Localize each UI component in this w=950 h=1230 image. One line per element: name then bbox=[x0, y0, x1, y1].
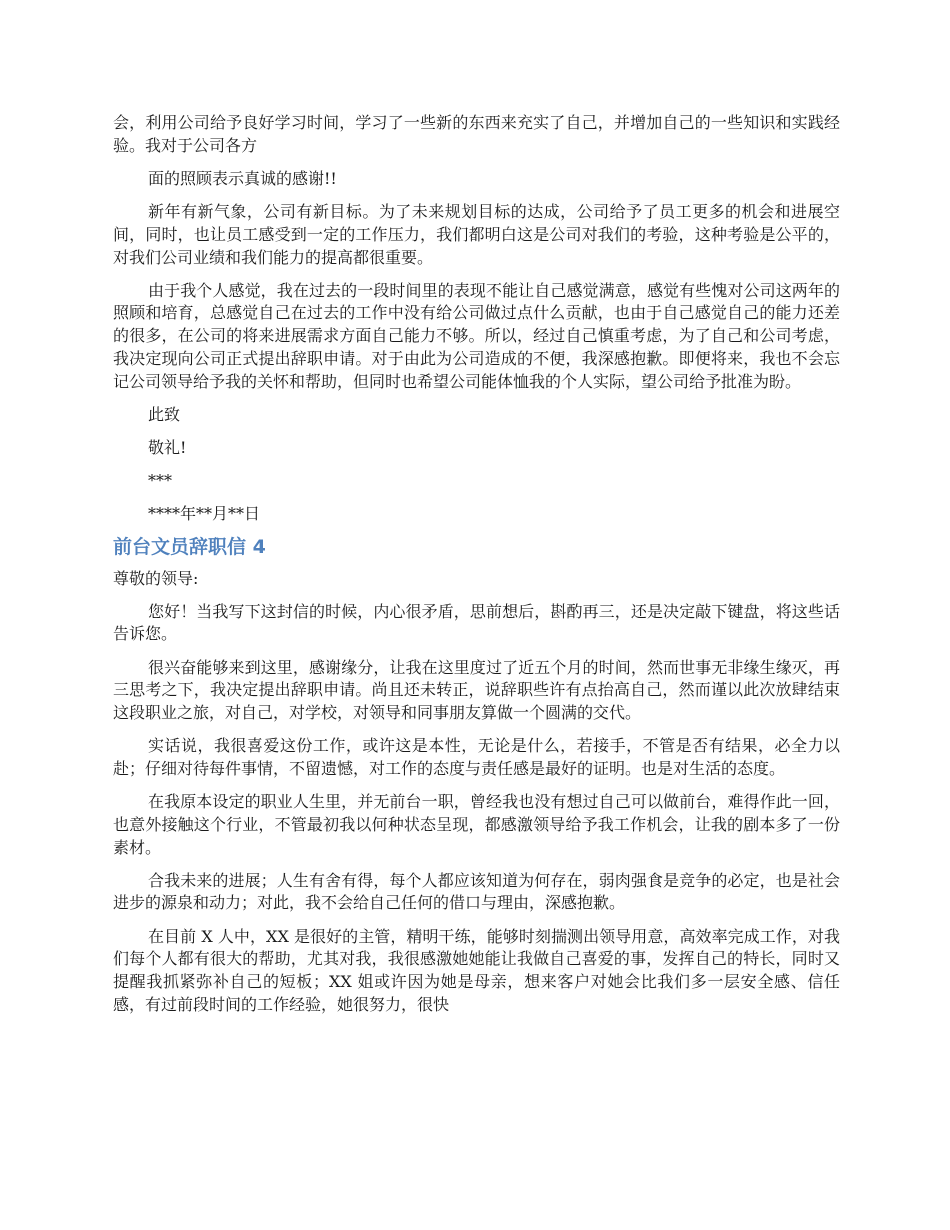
paragraph-new-year: 新年有新气象，公司有新目标。为了未来规划目标的达成，公司给予了员工更多的机会和进展空间，同时，也让员工感受到一定的工作压力，我们都明白这是公司对我们的考验，这种考验是公平的，对我们公司业绩和我们能力的提高都很重要。 bbox=[113, 202, 840, 267]
paragraph-future: 合我未来的进展；人生有舍有得，每个人都应该知道为何存在，弱肉强食是竞争的必定，也是社会进步的源泉和动力；对此，我不会给自己任何的借口与理由，深感抱歉。 bbox=[113, 870, 840, 913]
document-page bbox=[113, 112, 840, 1027]
paragraph-greeting: 您好！当我写下这封信的时候，内心很矛盾，思前想后，斟酌再三，还是决定敲下键盘，将这些话告诉您。 bbox=[113, 601, 840, 644]
signature-name: *** bbox=[148, 471, 172, 491]
paragraph-thanks: 面的照顾表示真诚的感谢!! bbox=[148, 168, 337, 188]
paragraph-reason: 由于我个人感觉，我在过去的一段时间里的表现不能让自己感觉满意，感觉有些愧对公司这两年的照顾和培育，总感觉自己在过去的工作中没有给公司做过点什么贡献，也由于自己感觉自己的能力还差的很多，在公司的将来进展需求方面自己能力不够。所以，经过自己慎重考虑，为了自己和公司考虑，我决定现向公司正式提出辞职申请。对于由此为公司造成的不便，我深感抱歉。即便将来，我也不会忘记公司领导给予我的关怀和帮助，但同时也希望公司能体恤我的个人实际，望公司给予批准为盼。 bbox=[113, 280, 840, 391]
closing-jingli: 敬礼! bbox=[148, 437, 187, 457]
signature-date: ****年**月**日 bbox=[148, 504, 261, 524]
paragraph-career: 在我原本设定的职业人生里，并无前台一职，曾经我也没有想过自己可以做前台，难得作此一回，也意外接触这个行业，不管最初我以何种状态呈现，都感激领导给予我工作机会，让我的剧本多了一份素材。 bbox=[113, 792, 840, 857]
section-heading: 前台文员辞职信 4 bbox=[113, 535, 266, 558]
paragraph-colleagues: 在目前 X 人中，XX 是很好的主管，精明干练，能够时刻揣测出领导用意，高效率完成工作，对我们每个人都有很大的帮助，尤其对我，我很感激她她能让我做自己喜爱的事，发挥自己的特长，同时又提醒我抓紧弥补自己的短板；XX 姐或许因为她是母亲，想来客户对她会比我们多一层安全感、信任感，有过前段时间的工作经验，她很努力，很快 bbox=[113, 926, 840, 1014]
paragraph-attitude: 实话说，我很喜爱这份工作，或许这是本性，无论是什么，若接手，不管是否有结果，必全力以赴；仔细对待每件事情，不留遗憾，对工作的态度与责任感是最好的证明。也是对生活的态度。 bbox=[113, 736, 840, 778]
salutation: 尊敬的领导: bbox=[113, 568, 199, 588]
paragraph-gratitude: 很兴奋能够来到这里，感谢缘分，让我在这里度过了近五个月的时间，然而世事无非缘生缘灭，再三思考之下，我决定提出辞职申请。尚且还未转正，说辞职些许有点抬高自己，然而谨以此次放肆结束这段职业之旅，对自己，对学校，对领导和同事朋友算做一个圆满的交代。 bbox=[113, 657, 840, 723]
closing-cizhi: 此致 bbox=[148, 404, 181, 424]
paragraph-continuation: 会，利用公司给予良好学习时间，学习了一些新的东西来充实了自己，并增加自己的一些知识和实践经验。我对于公司各方 bbox=[113, 113, 840, 155]
